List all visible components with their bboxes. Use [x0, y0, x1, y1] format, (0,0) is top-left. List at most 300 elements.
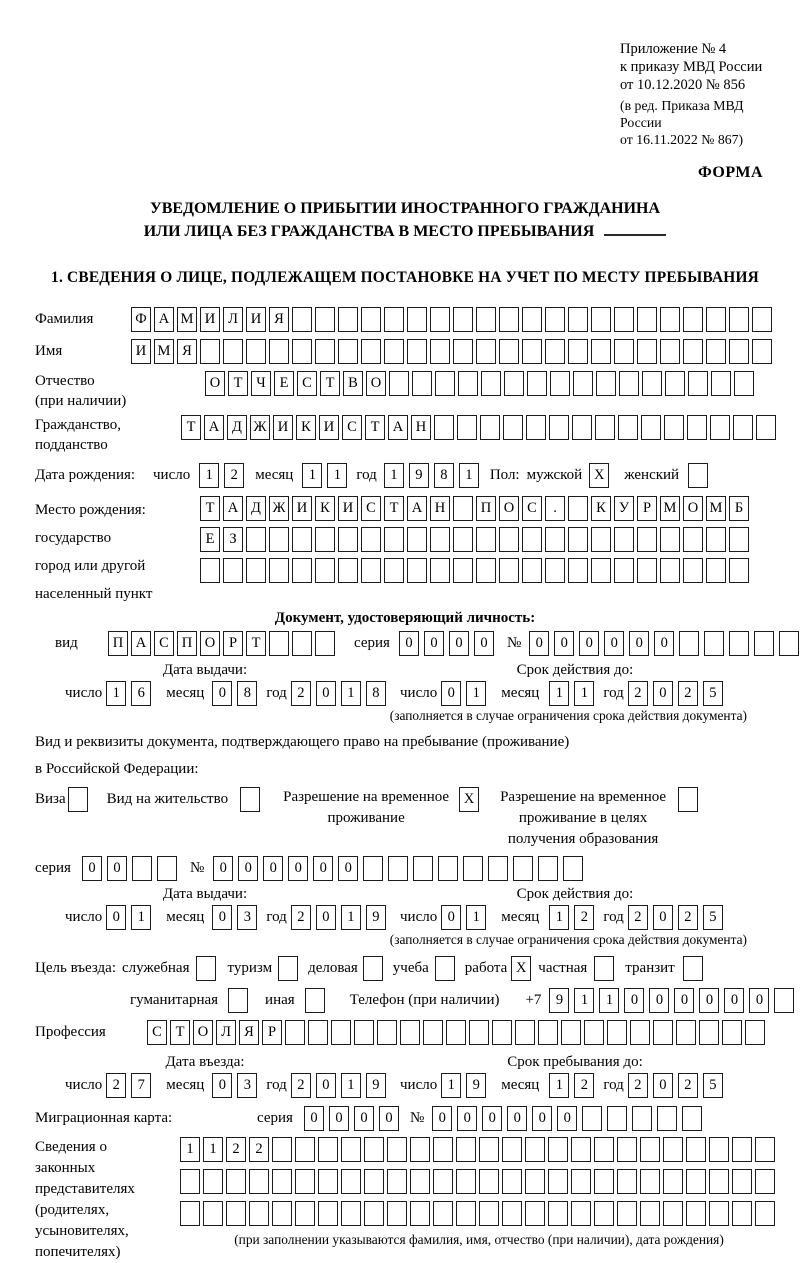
- male-checkbox: [589, 463, 612, 488]
- form-cell: 0: [482, 1106, 502, 1131]
- form-cell: [480, 415, 500, 440]
- form-cell: [594, 1137, 614, 1162]
- form-cell: 0: [313, 856, 333, 881]
- form-cell: [756, 415, 776, 440]
- surname-label: Фамилия: [35, 311, 94, 327]
- form-cell: 0: [288, 856, 308, 881]
- form-cell: [354, 1020, 374, 1045]
- form-cell: И: [246, 307, 266, 332]
- form-cell: [642, 371, 662, 396]
- month-label: месяц: [166, 909, 205, 925]
- form-cell: [683, 956, 703, 981]
- form-cell: [568, 527, 588, 552]
- form-cell: [641, 415, 661, 440]
- form-cell: [660, 558, 680, 583]
- form-cell: И: [131, 339, 151, 364]
- representatives-note: (при заполнении указываются фамилия, имя, отчество (при наличии), дата рождения): [234, 1232, 724, 1247]
- form-cell: [285, 1020, 305, 1045]
- stay-doc-series-row: [35, 856, 775, 881]
- form-cell: [315, 631, 335, 656]
- stay-valid-year-cells: [628, 905, 728, 930]
- form-cell: [572, 415, 592, 440]
- form-cell: 0: [316, 1073, 336, 1098]
- form-cell: 1: [384, 463, 404, 488]
- form-cell: [571, 1201, 591, 1226]
- form-cell: 0: [316, 681, 336, 706]
- form-cell: П: [108, 631, 128, 656]
- form-cell: [68, 787, 88, 812]
- form-cell: 0: [653, 1073, 673, 1098]
- form-cell: [384, 558, 404, 583]
- form-cell: [706, 527, 726, 552]
- year-label: год: [266, 685, 287, 701]
- form-cell: К: [315, 496, 335, 521]
- day-label: число: [65, 1077, 103, 1093]
- migration-number-label: №: [409, 1110, 425, 1126]
- form-cell: Р: [262, 1020, 282, 1045]
- form-cell: 3: [237, 1073, 257, 1098]
- valid-year-cells: [628, 681, 728, 706]
- form-cell: Я: [177, 339, 197, 364]
- form-cell: [499, 307, 519, 332]
- form-cell: 1: [549, 905, 569, 930]
- form-cell: О: [193, 1020, 213, 1045]
- form-cell: [269, 527, 289, 552]
- birthplace-row1-cells: [200, 496, 752, 521]
- form-cell: [755, 1169, 775, 1194]
- temp-residence-checkbox: [459, 787, 482, 812]
- form-cell: [476, 558, 496, 583]
- form-cell: 1: [341, 681, 361, 706]
- form-cell: О: [683, 496, 703, 521]
- form-cell: [706, 339, 726, 364]
- form-cell: [596, 371, 616, 396]
- surname-row: [35, 307, 775, 332]
- form-cell: [704, 631, 724, 656]
- form-cell: [640, 1137, 660, 1162]
- form-cell: 9: [549, 988, 569, 1013]
- purpose-other-label: иная: [265, 992, 295, 1008]
- form-cell: [525, 1201, 545, 1226]
- form-cell: [384, 527, 404, 552]
- form-cell: [318, 1201, 338, 1226]
- form-cell: [295, 1201, 315, 1226]
- purpose-humanitarian-label: гуманитарная: [130, 992, 219, 1008]
- form-cell: [607, 1020, 627, 1045]
- form-cell: 2: [678, 681, 698, 706]
- form-cell: [594, 956, 614, 981]
- stay-until-heading: Срок пребывания до:: [507, 1054, 643, 1070]
- form-cell: [246, 527, 266, 552]
- valid-month-cells: [549, 681, 599, 706]
- doc-number-cells: [529, 631, 804, 656]
- form-cell: [400, 1020, 420, 1045]
- purpose-row-1: [35, 956, 775, 981]
- form-cell: [407, 558, 427, 583]
- form-cell: И: [319, 415, 339, 440]
- issued-day-cells: [106, 681, 156, 706]
- form-cell: [269, 631, 289, 656]
- form-cell: [453, 558, 473, 583]
- valid-heading: Срок действия до:: [516, 662, 634, 678]
- form-cell: [453, 307, 473, 332]
- form-cell: [249, 1201, 269, 1226]
- annex-block: [620, 40, 775, 148]
- form-cell: П: [476, 496, 496, 521]
- form-cell: [683, 339, 703, 364]
- form-cell: [499, 558, 519, 583]
- form-cell: [637, 527, 657, 552]
- annex-line: от 10.12.2020 № 856: [620, 77, 746, 93]
- form-cell: [305, 988, 325, 1013]
- form-cell: Я: [239, 1020, 259, 1045]
- revision-line: (в ред. Приказа МВД России: [620, 98, 744, 130]
- id-doc-dates: [35, 681, 775, 706]
- form-cell: 0: [338, 856, 358, 881]
- representatives-rows: [180, 1137, 778, 1248]
- validity-note: (заполняется в случае ограничения срока действия документа): [389, 708, 747, 723]
- female-checkbox: [688, 463, 711, 488]
- form-cell: 1: [466, 905, 486, 930]
- form-cell: [226, 1201, 246, 1226]
- form-cell: [132, 856, 152, 881]
- form-cell: [269, 558, 289, 583]
- doc-kind-label: вид: [55, 635, 78, 651]
- form-cell: Ж: [269, 496, 289, 521]
- form-cell: [688, 371, 708, 396]
- surname-cells: [131, 307, 775, 332]
- year-label: год: [356, 467, 377, 483]
- form-cell: [657, 1106, 677, 1131]
- form-cell: [682, 1106, 702, 1131]
- visa-label: Виза: [35, 791, 66, 807]
- form-cell: О: [200, 631, 220, 656]
- form-cell: 0: [604, 631, 624, 656]
- issued-heading: Дата выдачи:: [162, 886, 248, 902]
- form-cell: [453, 339, 473, 364]
- form-cell: [653, 1020, 673, 1045]
- doc-kind-row: [35, 631, 775, 656]
- form-cell: [423, 1020, 443, 1045]
- doc-series-cells: [399, 631, 499, 656]
- form-cell: [663, 1169, 683, 1194]
- form-cell: [637, 558, 657, 583]
- form-cell: 2: [224, 463, 244, 488]
- form-cell: [522, 339, 542, 364]
- birth-year-cells: [384, 463, 484, 488]
- form-cell: [407, 307, 427, 332]
- doc-kind-cells: [108, 631, 338, 656]
- purpose-private-label: частная: [538, 960, 588, 976]
- form-cell: С: [361, 496, 381, 521]
- form-cell: [364, 1201, 384, 1226]
- form-cell: 1: [466, 681, 486, 706]
- purpose-private-checkbox: [594, 956, 617, 981]
- form-cell: [571, 1169, 591, 1194]
- migration-number-cells: [432, 1106, 707, 1131]
- form-cell: [180, 1169, 200, 1194]
- form-cell: 1: [180, 1137, 200, 1162]
- form-cell: С: [342, 415, 362, 440]
- form-cell: [315, 339, 335, 364]
- stay-valid-day-cells: [441, 905, 491, 930]
- form-cell: [430, 558, 450, 583]
- year-label: год: [603, 909, 624, 925]
- valid-day-cells: [441, 681, 491, 706]
- form-cell: [732, 1137, 752, 1162]
- purpose-transit-label: транзит: [625, 960, 675, 976]
- section1-heading: 1. СВЕДЕНИЯ О ЛИЦЕ, ПОДЛЕЖАЩЕМ ПОСТАНОВКЕ НА УЧЕТ ПО МЕСТУ ПРЕБЫВАНИЯ: [51, 269, 759, 286]
- form-cell: [272, 1137, 292, 1162]
- day-label: число: [65, 685, 103, 701]
- form-cell: [527, 371, 547, 396]
- profession-cells: [147, 1020, 768, 1045]
- id-doc-date-headings: [35, 662, 775, 679]
- entry-day-cells: [106, 1073, 156, 1098]
- form-cell: [223, 558, 243, 583]
- purpose-transit-checkbox: [683, 956, 706, 981]
- form-cell: 0: [474, 631, 494, 656]
- representatives-row1-cells: [180, 1137, 778, 1162]
- form-cell: 0: [441, 905, 461, 930]
- form-cell: [614, 307, 634, 332]
- form-cell: [377, 1020, 397, 1045]
- form-cell: [456, 1169, 476, 1194]
- year-label: год: [603, 685, 624, 701]
- identity-doc-heading: Документ, удостоверяющий личность:: [274, 610, 536, 626]
- form-cell: [308, 1020, 328, 1045]
- form-cell: 5: [703, 905, 723, 930]
- representatives-row3-cells: [180, 1201, 778, 1226]
- form-cell: 0: [441, 681, 461, 706]
- form-cell: [619, 371, 639, 396]
- form-cell: [563, 856, 583, 881]
- form-cell: [388, 856, 408, 881]
- profession-label: Профессия: [35, 1024, 106, 1040]
- form-cell: [663, 1137, 683, 1162]
- form-cell: [686, 1169, 706, 1194]
- form-cell: С: [147, 1020, 167, 1045]
- form-cell: [387, 1137, 407, 1162]
- form-cell: Н: [411, 415, 431, 440]
- form-cell: [292, 527, 312, 552]
- form-cell: [683, 307, 703, 332]
- form-cell: [412, 371, 432, 396]
- form-cell: 2: [291, 681, 311, 706]
- form-cell: [469, 1020, 489, 1045]
- form-cell: [515, 1020, 535, 1045]
- purpose-business-label: деловая: [308, 960, 358, 976]
- annex-line: Приложение № 4: [620, 41, 727, 57]
- form-cell: [683, 527, 703, 552]
- form-cell: Я: [269, 307, 289, 332]
- purpose-work-label: работа: [464, 960, 508, 976]
- stay-issued-day-cells: [106, 905, 156, 930]
- form-cell: [660, 339, 680, 364]
- form-cell: [407, 339, 427, 364]
- form-cell: 5: [703, 681, 723, 706]
- form-cell: Т: [200, 496, 220, 521]
- form-cell: 2: [574, 1073, 594, 1098]
- stay-doc-types-row: [35, 787, 775, 850]
- form-cell: 0: [624, 988, 644, 1013]
- issued-month-cells: [212, 681, 262, 706]
- form-cell: [637, 307, 657, 332]
- form-cell: 0: [674, 988, 694, 1013]
- form-cell: [550, 371, 570, 396]
- form-cell: У: [614, 496, 634, 521]
- purpose-tourism-checkbox: [278, 956, 301, 981]
- form-cell: 2: [226, 1137, 246, 1162]
- form-cell: [384, 339, 404, 364]
- form-cell: [361, 339, 381, 364]
- form-cell: 0: [107, 856, 127, 881]
- form-cell: [591, 339, 611, 364]
- residence-permit-label: Вид на жительство: [106, 791, 229, 807]
- title-underline: [604, 220, 666, 236]
- form-cell: 0: [749, 988, 769, 1013]
- form-cell: 5: [703, 1073, 723, 1098]
- form-cell: [729, 558, 749, 583]
- form-cell: [488, 856, 508, 881]
- form-title-line2: ИЛИ ЛИЦА БЕЗ ГРАЖДАНСТВА В МЕСТО ПРЕБЫВАНИЯ: [35, 220, 775, 243]
- form-cell: [545, 307, 565, 332]
- form-cell: В: [343, 371, 363, 396]
- form-cell: [157, 856, 177, 881]
- form-cell: [361, 527, 381, 552]
- form-cell: [457, 415, 477, 440]
- form-cell: [331, 1020, 351, 1045]
- stay-issued-month-cells: [212, 905, 262, 930]
- form-cell: [479, 1201, 499, 1226]
- form-cell: 0: [699, 988, 719, 1013]
- form-cell: [315, 527, 335, 552]
- form-cell: [594, 1201, 614, 1226]
- form-cell: [364, 1137, 384, 1162]
- form-cell: [568, 339, 588, 364]
- stay-series-cells: [82, 856, 182, 881]
- form-cell: [545, 558, 565, 583]
- form-cell: И: [273, 415, 293, 440]
- month-label: месяц: [501, 1077, 540, 1093]
- form-cell: 0: [432, 1106, 452, 1131]
- form-cell: [433, 1137, 453, 1162]
- representatives-block: [35, 1137, 775, 1263]
- form-cell: 9: [466, 1073, 486, 1098]
- form-cell: [361, 558, 381, 583]
- form-cell: С: [522, 496, 542, 521]
- form-cell: [363, 956, 383, 981]
- form-cell: [456, 1201, 476, 1226]
- form-cell: [774, 988, 794, 1013]
- form-cell: Н: [430, 496, 450, 521]
- form-cell: [338, 307, 358, 332]
- form-cell: [246, 339, 266, 364]
- form-cell: [729, 527, 749, 552]
- day-label: число: [65, 909, 103, 925]
- form-cell: [686, 1137, 706, 1162]
- year-label: год: [266, 1077, 287, 1093]
- form-cell: Д: [246, 496, 266, 521]
- form-cell: [617, 1137, 637, 1162]
- form-cell: 1: [106, 681, 126, 706]
- validity-note: (заполняется в случае ограничения срока действия документа): [389, 932, 747, 947]
- form-cell: Т: [365, 415, 385, 440]
- form-cell: 0: [532, 1106, 552, 1131]
- form-cell: [502, 1201, 522, 1226]
- form-cell: [453, 496, 473, 521]
- form-cell: 0: [304, 1106, 324, 1131]
- form-cell: [338, 558, 358, 583]
- revision-line: от 16.11.2022 № 867): [620, 132, 744, 147]
- form-cell: [709, 1137, 729, 1162]
- form-cell: [632, 1106, 652, 1131]
- form-cell: [223, 339, 243, 364]
- birthplace-row3-cells: [200, 558, 752, 583]
- purpose-label: Цель въезда:: [35, 960, 116, 976]
- form-cell: [732, 1169, 752, 1194]
- form-cell: 2: [249, 1137, 269, 1162]
- form-cell: Ф: [131, 307, 151, 332]
- stay-doc-intro2: в Российской Федерации:: [35, 761, 199, 777]
- form-cell: [446, 1020, 466, 1045]
- form-cell: 1: [574, 681, 594, 706]
- form-cell: [538, 1020, 558, 1045]
- form-cell: X: [589, 463, 609, 488]
- form-cell: Т: [320, 371, 340, 396]
- form-cell: [548, 1201, 568, 1226]
- form-cell: .: [545, 496, 565, 521]
- stay-doc-date-headings: [35, 886, 775, 903]
- purpose-tourism-label: туризм: [227, 960, 273, 976]
- form-cell: [729, 631, 749, 656]
- name-cells: [131, 339, 775, 364]
- form-cell: Т: [228, 371, 248, 396]
- form-cell: [433, 1169, 453, 1194]
- form-cell: [525, 1169, 545, 1194]
- form-cell: [249, 1169, 269, 1194]
- migration-series-cells: [304, 1106, 404, 1131]
- stay-series-label: серия: [35, 860, 71, 876]
- form-cell: [410, 1137, 430, 1162]
- form-cell: 0: [449, 631, 469, 656]
- form-cell: [660, 527, 680, 552]
- citizenship-row: [35, 415, 775, 455]
- form-cell: [591, 527, 611, 552]
- sex-label: Пол:: [489, 467, 520, 483]
- form-cell: 8: [237, 681, 257, 706]
- form-cell: [458, 371, 478, 396]
- form-cell: 0: [213, 856, 233, 881]
- form-cell: К: [591, 496, 611, 521]
- form-cell: [699, 1020, 719, 1045]
- patronymic-row: [35, 371, 775, 411]
- form-cell: А: [388, 415, 408, 440]
- form-cell: [548, 1137, 568, 1162]
- purpose-business-checkbox: [363, 956, 386, 981]
- form-cell: 0: [238, 856, 258, 881]
- form-cell: [710, 415, 730, 440]
- form-cell: [614, 527, 634, 552]
- form-cell: 1: [131, 905, 151, 930]
- form-cell: 1: [441, 1073, 461, 1098]
- stay-valid-month-cells: [549, 905, 599, 930]
- form-cell: [706, 558, 726, 583]
- entry-date-headings: [35, 1054, 775, 1071]
- form-cell: П: [177, 631, 197, 656]
- form-cell: Т: [246, 631, 266, 656]
- form-cell: [240, 787, 260, 812]
